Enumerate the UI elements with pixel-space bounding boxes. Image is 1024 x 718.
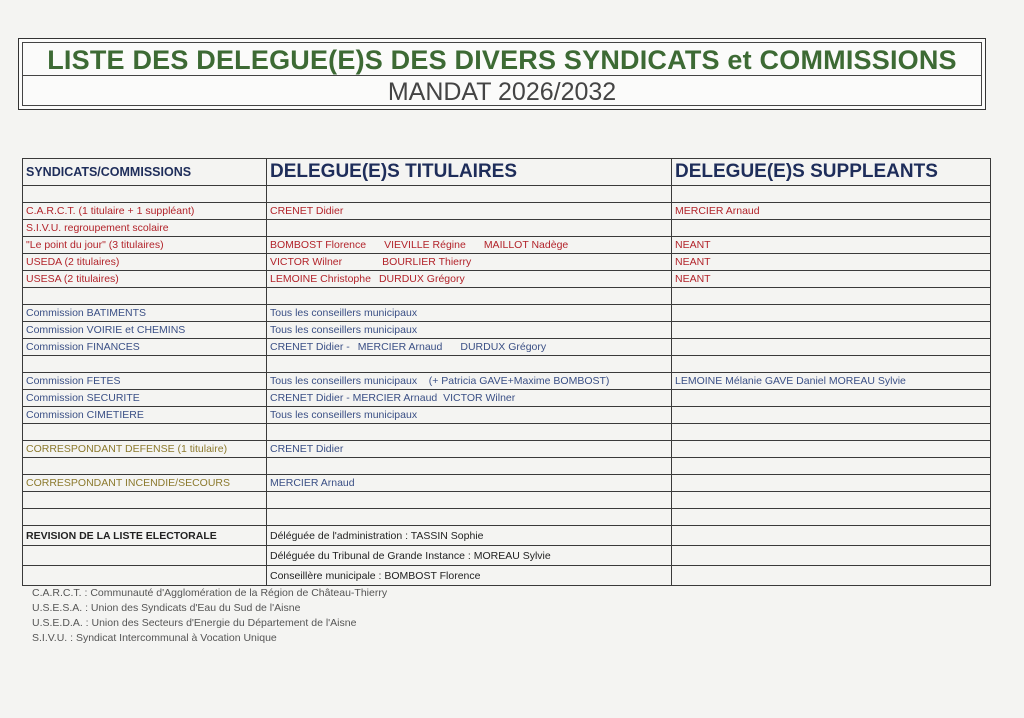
row-titulaires: Tous les conseillers municipaux (+ Patricia GAVE+Maxime BOMBOST) xyxy=(267,373,672,390)
table-row xyxy=(23,186,991,203)
legend-item: S.I.V.U. : Syndicat Intercommunal à Vocation Unique xyxy=(32,632,277,644)
delegates-table xyxy=(22,158,991,586)
table-row xyxy=(23,339,991,356)
row-name: REVISION DE LA LISTE ELECTORALE xyxy=(23,526,267,546)
table-row xyxy=(23,566,991,586)
row-name: Commission BATIMENTS xyxy=(23,305,267,322)
row-titulaires: CRENET Didier xyxy=(267,441,672,458)
mandate-subtitle: MANDAT 2026/2032 xyxy=(387,78,617,106)
revision-line: Déléguée du Tribunal de Grande Instance : MOREAU Sylvie xyxy=(267,546,672,566)
row-titulaires: Tous les conseillers municipaux xyxy=(267,305,672,322)
table-row xyxy=(23,220,991,237)
table-row xyxy=(23,305,991,322)
legend-item: C.A.R.C.T. : Communauté d'Agglomération de la Région de Château-Thierry xyxy=(32,587,388,599)
column-header-suppleants: DELEGUE(E)S SUPPLEANTS xyxy=(672,159,991,186)
table-row xyxy=(23,373,991,390)
title-box xyxy=(18,38,986,110)
titulaire-name: BOURLIER Thierry xyxy=(382,256,472,268)
abbreviations-legend xyxy=(32,586,387,646)
row-suppleants: NEANT xyxy=(672,271,991,288)
revision-line: Conseillère municipale : BOMBOST Florence xyxy=(267,566,672,586)
table-row xyxy=(23,424,991,441)
row-titulaires: CRENET Didier - MERCIER Arnaud VICTOR Wilner xyxy=(267,390,672,407)
revision-line: Déléguée de l'administration : TASSIN Sophie xyxy=(267,526,672,546)
row-titulaires: CRENET Didier xyxy=(267,203,672,220)
table-row xyxy=(23,441,991,458)
table-row xyxy=(23,458,991,475)
titulaire-name: LEMOINE Christophe xyxy=(270,273,371,285)
row-name: Commission VOIRIE et CHEMINS xyxy=(23,322,267,339)
table-row xyxy=(23,254,991,271)
row-titulaires: MERCIER Arnaud xyxy=(267,475,672,492)
titulaire-name: DURDUX Grégory xyxy=(378,273,465,285)
row-name: USEDA (2 titulaires) xyxy=(23,254,267,271)
row-name: Commission FINANCES xyxy=(23,339,267,356)
table-row xyxy=(23,237,991,254)
row-titulaires xyxy=(267,339,672,356)
table-row xyxy=(23,203,991,220)
titulaire-name: MAILLOT Nadège xyxy=(483,239,569,251)
table-row xyxy=(23,475,991,492)
row-suppleants: NEANT xyxy=(672,254,991,271)
titulaire-name: VICTOR Wilner xyxy=(270,256,343,268)
table-row xyxy=(23,407,991,424)
row-titulaires xyxy=(267,237,672,254)
row-titulaires xyxy=(267,271,672,288)
table-row xyxy=(23,356,991,373)
titulaire-name: MERCIER Arnaud xyxy=(357,341,443,353)
row-name: Commission CIMETIERE xyxy=(23,407,267,424)
table-row xyxy=(23,546,991,566)
row-name: Commission FETES xyxy=(23,373,267,390)
table-row xyxy=(23,509,991,526)
table-row xyxy=(23,492,991,509)
titulaire-name: DURDUX Grégory xyxy=(460,341,547,353)
row-name: C.A.R.C.T. (1 titulaire + 1 suppléant) xyxy=(23,203,267,220)
titulaire-name: CRENET Didier - xyxy=(270,341,350,353)
row-name: CORRESPONDANT INCENDIE/SECOURS xyxy=(23,475,267,492)
row-titulaires: Tous les conseillers municipaux xyxy=(267,407,672,424)
legend-item: U.S.E.D.A. : Union des Secteurs d'Energie du Département de l'Aisne xyxy=(32,617,357,629)
legend-item: U.S.E.S.A. : Union des Syndicats d'Eau du Sud de l'Aisne xyxy=(32,602,301,614)
row-name: CORRESPONDANT DEFENSE (1 titulaire) xyxy=(23,441,267,458)
titulaire-name: VIEVILLE Régine xyxy=(384,239,466,251)
table-row xyxy=(23,271,991,288)
table-row xyxy=(23,526,991,546)
row-name: USESA (2 titulaires) xyxy=(23,271,267,288)
titulaire-name: BOMBOST Florence xyxy=(270,239,367,251)
column-header-syndicats: SYNDICATS/COMMISSIONS xyxy=(23,159,267,186)
row-titulaires: Tous les conseillers municipaux xyxy=(267,322,672,339)
table-header-row xyxy=(23,159,991,186)
row-name: S.I.V.U. regroupement scolaire xyxy=(23,220,267,237)
row-titulaires xyxy=(267,254,672,271)
row-suppleants: NEANT xyxy=(672,237,991,254)
row-suppleants: MERCIER Arnaud xyxy=(672,203,991,220)
row-suppleants: LEMOINE Mélanie GAVE Daniel MOREAU Sylvie xyxy=(672,373,991,390)
row-name: "Le point du jour" (3 titulaires) xyxy=(23,237,267,254)
column-header-titulaires: DELEGUE(E)S TITULAIRES xyxy=(267,159,672,186)
page-title: LISTE DES DELEGUE(E)S DES DIVERS SYNDICATS et COMMISSIONS xyxy=(23,45,981,76)
table-row xyxy=(23,390,991,407)
table-row xyxy=(23,322,991,339)
row-name: Commission SECURITE xyxy=(23,390,267,407)
table-row xyxy=(23,288,991,305)
